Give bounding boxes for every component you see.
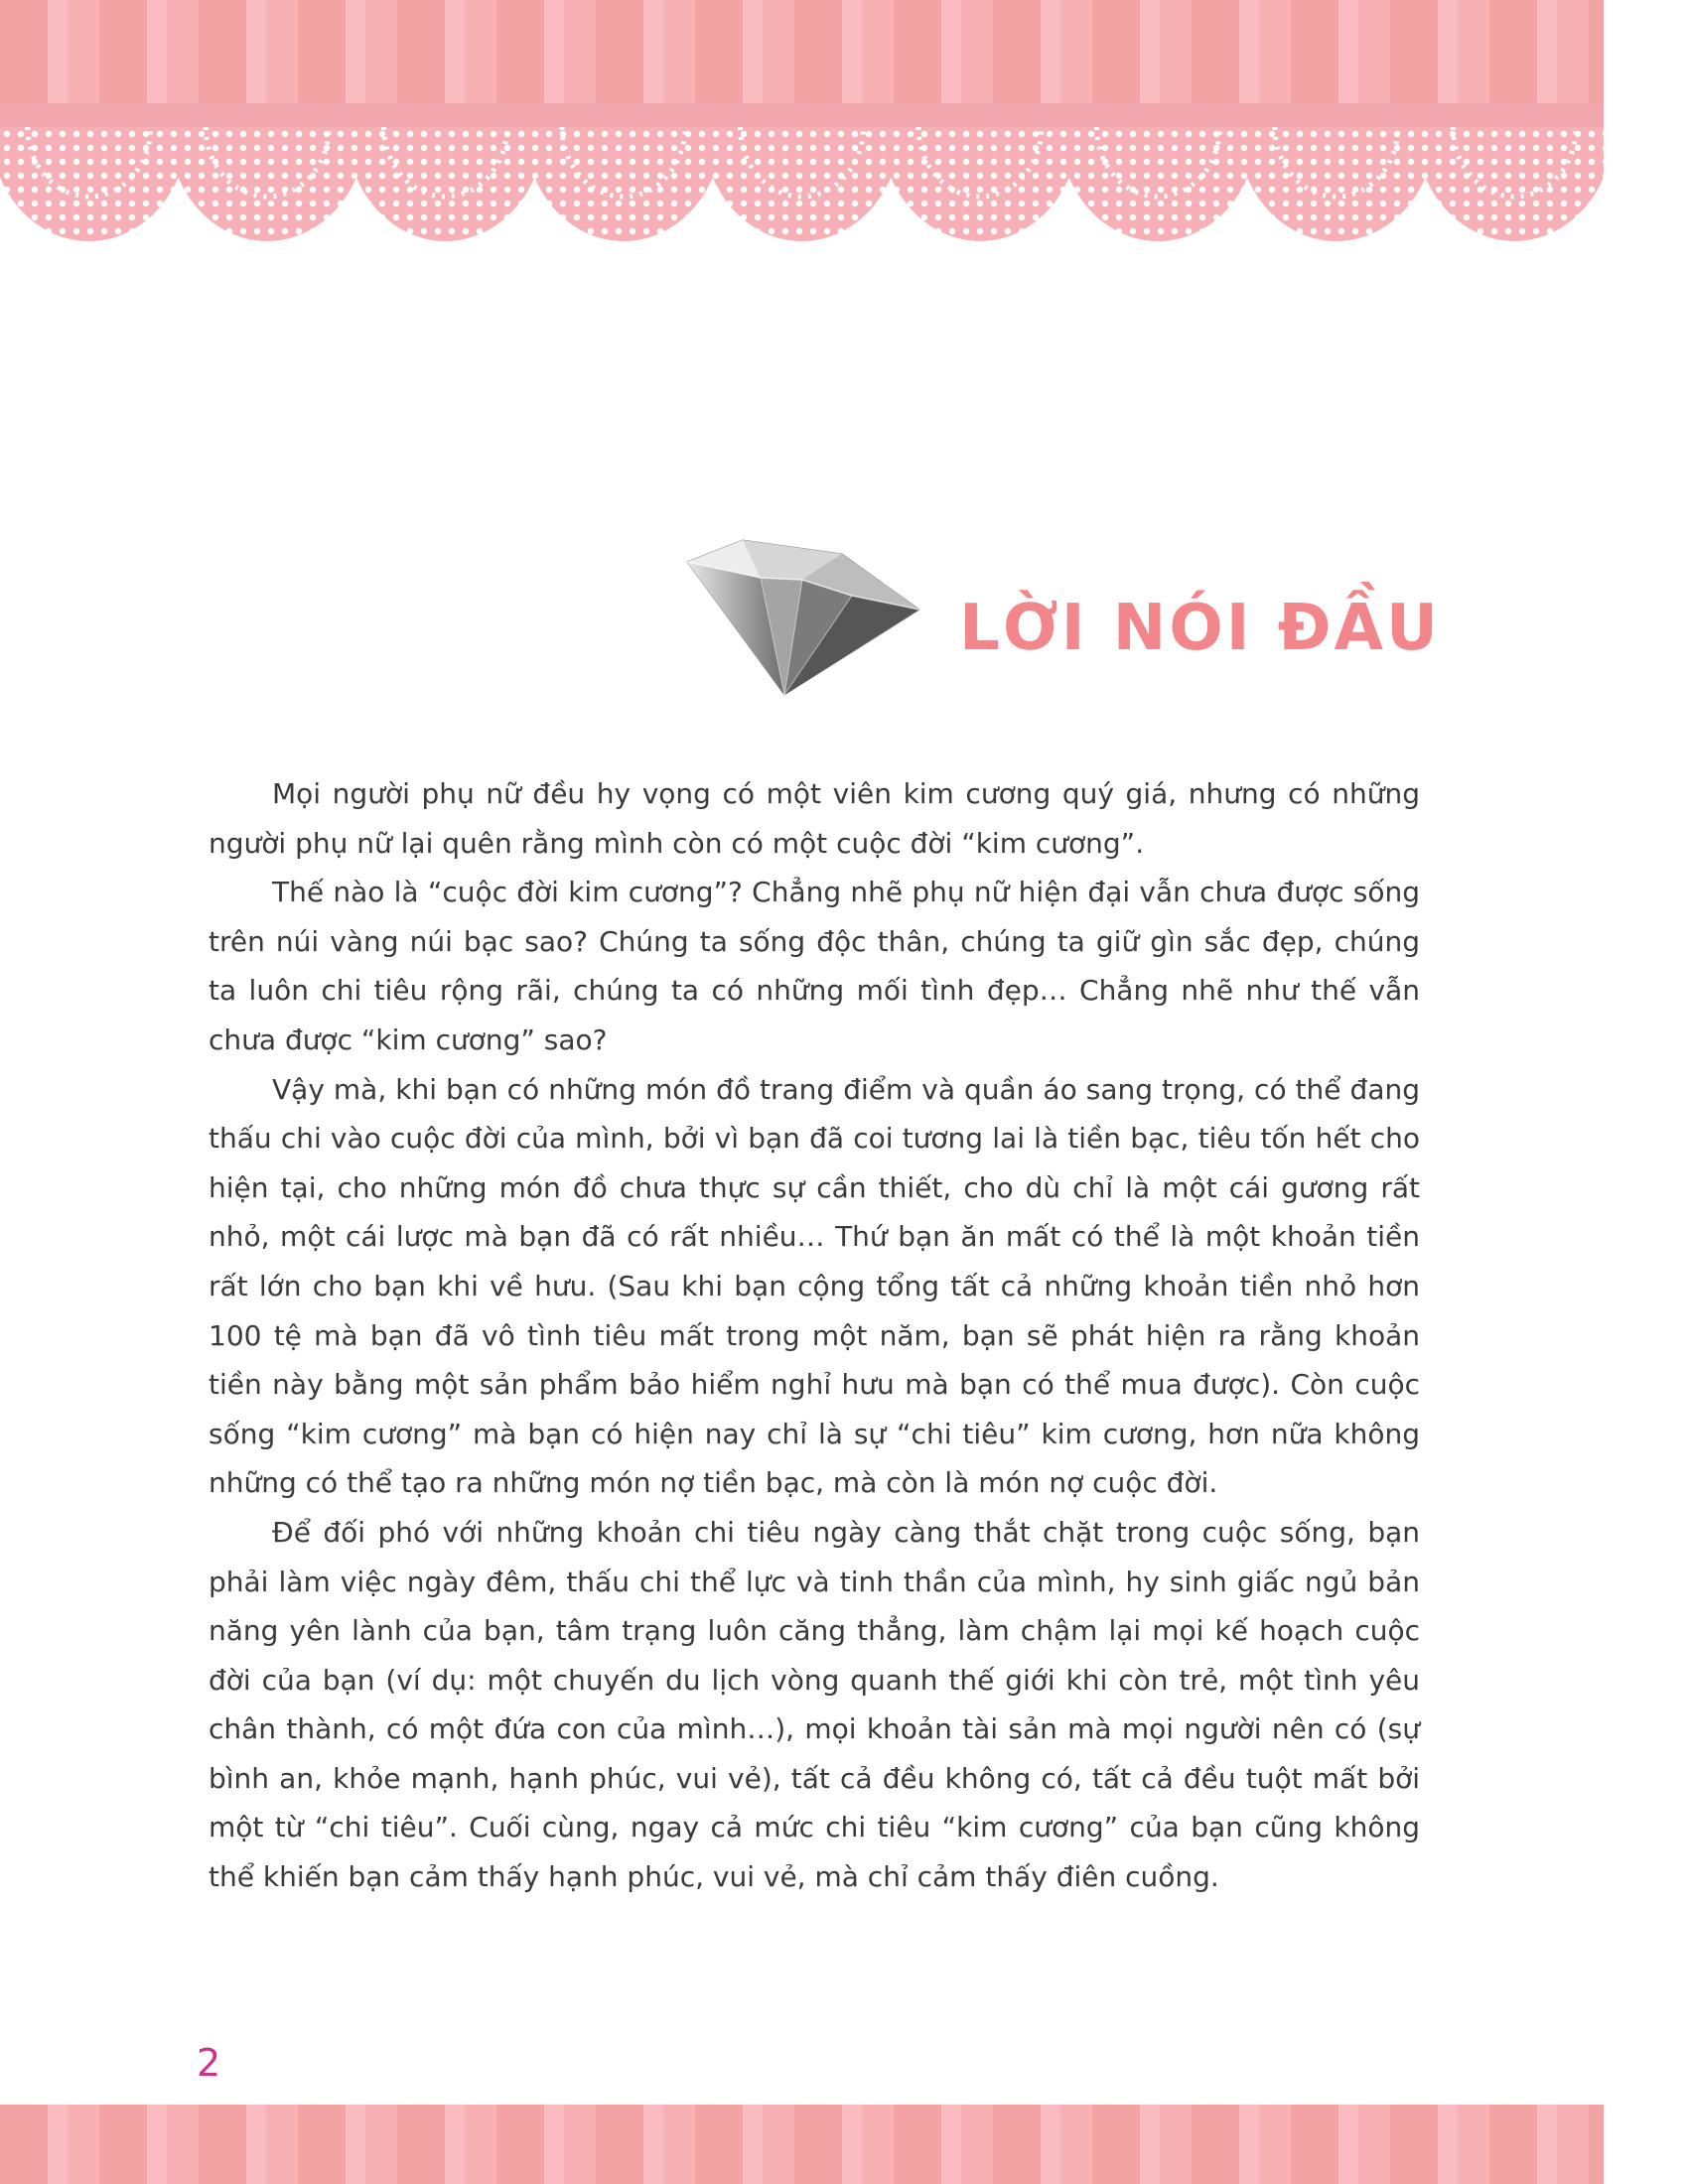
lace-scallop xyxy=(1058,127,1257,241)
lace-scallop xyxy=(881,127,1079,241)
lace-scallop xyxy=(524,127,723,241)
lace-scallop xyxy=(347,127,545,241)
paragraph: Để đối phó với những khoản chi tiêu ngày càng thắt chặt trong cuộc sống, bạn phải làm việc ngày đêm, thấu chi thể lực và tinh thần của mình, hy sinh giấc ngủ bản năng yên lành của bạn, tâm trạng luôn căng thẳng, làm chậm lại mọi kế hoạch cuộc đời của bạn (ví dụ: một chuyến du lịch vòng quanh thế giới khi còn trẻ, một tình yêu chân thành, có một đứa con của mình…), mọi khoản tài sản mà mọi người nên có (sự bình an, khỏe mạnh, hạnh phúc, vui vẻ), tất cả đều không có, tất cả đều tuột mất bởi một từ “chi tiêu”. Cuối cùng, ngay cả mức chi tiêu “kim cương” của bạn cũng không thể khiến bạn cảm thấy hạnh phúc, vui vẻ, mà chỉ cảm thấy điên cuồng. xyxy=(209,1515,1420,1894)
lace-scallop xyxy=(0,127,189,241)
lace-border xyxy=(0,127,1604,256)
paragraph: Vậy mà, khi bạn có những món đồ trang điểm và quần áo sang trọng, có thể đang thấu chi vào cuộc đời của mình, bởi vì bạn đã coi tương lai là tiền bạc, tiêu tốn hết cho hiện tại, cho những món đồ chưa thực sự cần thiết, cho dù chỉ là một cái gương rất nhỏ, một cái lược mà bạn đã có rất nhiều… Thứ bạn ăn mất có thể là một khoản tiền rất lớn cho bạn khi về hưu. (Sau khi bạn cộng tổng tất cả những khoản tiền nhỏ hơn 100 tệ mà bạn đã vô tình tiêu mất trong một năm, bạn sẽ phát hiện ra rằng khoản tiền này bằng một sản phẩm bảo hiểm nghỉ hưu mà bạn có thể mua được). Còn cuộc sống “kim cương” mà bạn có hiện nay chỉ là sự “chi tiêu” kim cương, hơn nữa không những có thể tạo ra những món nợ tiền bạc, mà còn là món nợ cuộc đời. xyxy=(209,1072,1420,1500)
top-stripe-band xyxy=(0,0,1604,109)
paragraph: Mọi người phụ nữ đều hy vọng có một viên kim cương quý giá, nhưng có những người phụ nữ lại quên rằng mình còn có một cuộc đời “kim cương”. xyxy=(209,777,1420,860)
page-title: LỜI NÓI ĐẦU xyxy=(959,592,1441,665)
lace-scallop xyxy=(703,127,902,241)
page-number: 2 xyxy=(197,2041,221,2085)
paragraph: Thế nào là “cuộc đời kim cương”? Chẳng nhẽ phụ nữ hiện đại vẫn chưa được sống trên núi vàng núi bạc sao? Chúng ta sống độc thân, chúng ta giữ gìn sắc đẹp, chúng ta luôn chi tiêu rộng rãi, chúng ta có những mối tình đẹp… Chẳng nhẽ như thế vẫn chưa được “kim cương” sao? xyxy=(209,876,1420,1056)
lace-scallop xyxy=(1237,127,1436,241)
lace-scallop xyxy=(168,127,366,241)
bottom-stripe-band xyxy=(0,2105,1604,2184)
diamond-image xyxy=(683,534,931,703)
body-text xyxy=(209,769,1420,1902)
